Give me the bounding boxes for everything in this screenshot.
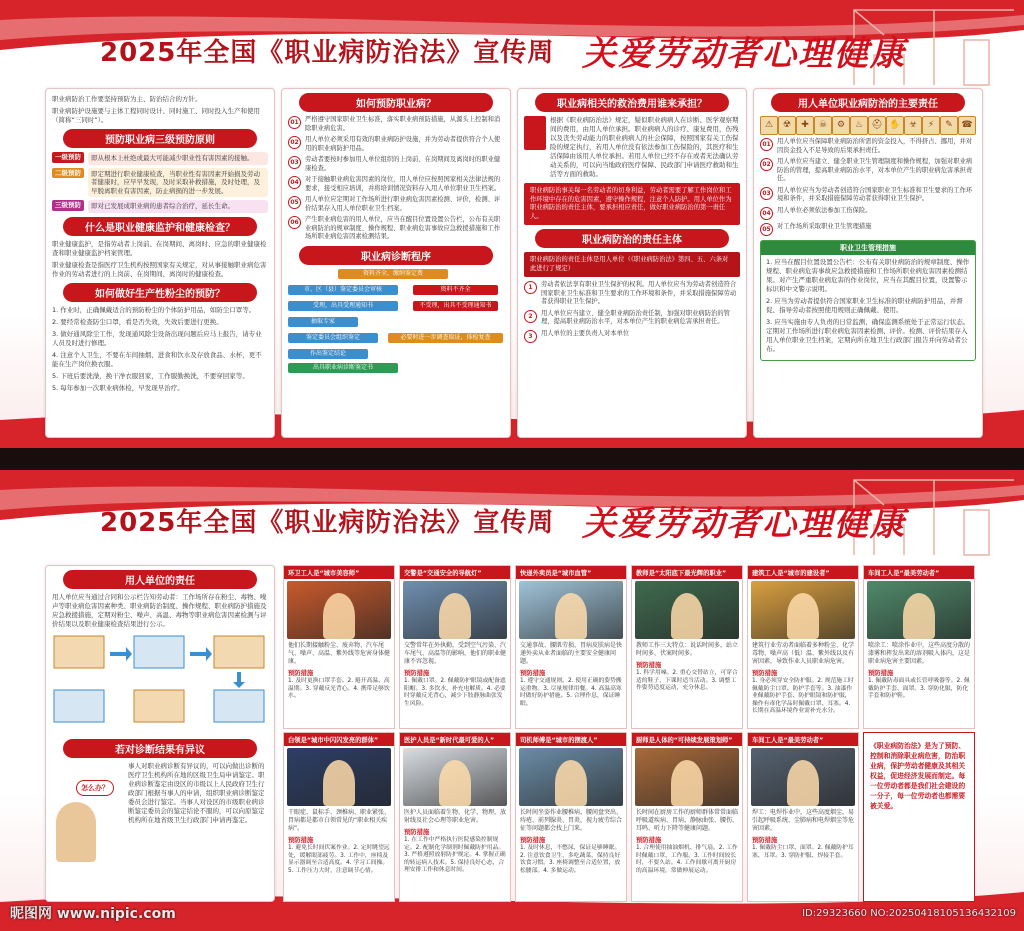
occupation-card bbox=[631, 565, 743, 729]
card-illustration bbox=[287, 748, 391, 806]
responsible-party-note: 职业病防治的责任主体是用人单位（《职业病防治法》第四、五、六条对此进行了规定） bbox=[524, 252, 740, 277]
dust-item: 4. 注意个人卫生，不要在车间抽烟、进食和饮水及存放食品、水杯，更不能在生产岗位换衣服。 bbox=[52, 350, 262, 368]
card-description: 焊工：电焊作业中，这些高度烟尘，易引起呼吸系统、尘肺病和电焊烟尘等危害因素。 bbox=[752, 809, 855, 832]
section-title-three-level: 预防职业病三级预防原则 bbox=[63, 129, 257, 148]
item-number: 2 bbox=[524, 310, 537, 323]
mgmt-item: 3. 应当实施由专人负责的日常监测，确保监测系统处于正常运行状态。定期对工作场所进行职业病危害因素检测、评价。检测、评价结果存入用人单位职业卫生档案，定期向所在地卫生行政部门报告并向劳动者公布。 bbox=[766, 317, 970, 353]
grade-item bbox=[52, 152, 268, 165]
worker-figure bbox=[555, 760, 587, 806]
worker-figure bbox=[439, 760, 471, 806]
page-title-2: 2025年全国《职业病防治法》宣传周 bbox=[100, 508, 555, 538]
health-check-p1: 职业健康监护，是指劳动者上岗前、在岗期间、离岗时、应急的职业健康检查和职业健康监护档案管理。 bbox=[52, 239, 267, 257]
dust-prevention-list bbox=[46, 306, 274, 393]
card-measures: 1. 在工作中严格执行医院感染控制规定。2. 配制化学制剂时佩戴防护用品。3. 严格遵照放射防护规定。4. 掌握正确的转运病人技术。5. 保持良好心态，合理安排工作和休息时间。 bbox=[404, 837, 506, 874]
duty-text: 用人单位应当建立、健全职业卫生管理制度和操作规程，加强对职业病防治的管理，提高职业病防治水平，对本单位产生的职业病危害承担责任。 bbox=[777, 158, 973, 182]
panel-employer-responsibility bbox=[45, 565, 275, 902]
law-book-icon bbox=[524, 116, 546, 150]
prevention-item bbox=[288, 156, 504, 173]
card-measures: 1. 佩戴口罩。2. 佩戴防护眼镜或配备遮阳帽。3. 多饮水，补充电解质。4. 必要时穿戴反光背心，减少下肢静脉曲张发生风险。 bbox=[404, 678, 506, 707]
page-title: 2025年全国《职业病防治法》宣传周 bbox=[100, 38, 555, 68]
watermark-id: ID:29323660 NO:20250418105136432109 bbox=[802, 908, 1016, 919]
flow-step-investigate: 必要时进一步调查取证，体检复查 bbox=[388, 333, 503, 343]
card-measures-heading: 预防措施 bbox=[752, 837, 778, 844]
card-measures-heading: 预防措施 bbox=[636, 662, 662, 669]
card-illustration bbox=[403, 581, 507, 639]
law-note-text: 《职业病防治法》是为了预防、控制和消除职业病危害，防治职业病，保护劳动者健康及其相关权益，促进经济发展而制定。每一位劳动者都是我们社会建设的一分子，每一位劳动者也都需要被关爱。 bbox=[870, 742, 966, 810]
occupation-card bbox=[863, 565, 975, 729]
responsibility-text: 用人单位的主要负责人对本单位 bbox=[541, 329, 630, 337]
card-title: 车间工人是“最美劳动者” bbox=[864, 566, 974, 579]
occupation-card bbox=[399, 732, 511, 902]
card-title: 司机师傅是“城市的摆渡人” bbox=[516, 733, 626, 746]
section-title-employer-resp: 用人单位的责任 bbox=[63, 570, 257, 589]
panel-treatment-costs bbox=[517, 88, 747, 438]
costs-text: 根据《职业病防治法》规定，疑似职业病病人在诊断、医学观察期间的费用，由用人单位承担。职业病病人的诊疗、康复费用，伤残以及丧失劳动能力的职业病病人的社会保障，按照国家有关工伤保险的规定执行，若用人单位没有依法参加工伤保险的，其医疗和生活保障由该用人单位承担。若用人单位已经不存在或者无法确认劳动关系的，可以向当地政府医疗保障、民政部门申请医疗救助和生活等方面的救助。 bbox=[550, 116, 739, 178]
safety-sign-icon: ⚡ bbox=[922, 116, 940, 135]
card-title: 白领是“城市中闪闪发亮的群体” bbox=[284, 733, 394, 746]
law-book-block bbox=[524, 116, 740, 179]
dust-item: 2. 要经常检查防尘口罩，看是否失效，失效后要进行更换。 bbox=[52, 317, 223, 326]
safety-sign-icon: ♨ bbox=[850, 116, 868, 135]
card-description: 干眼症、鼠标手、颈椎病、职业紧张、胃病都是都市白领常见的“职业相关疾病”。 bbox=[288, 809, 391, 832]
grade-label: 一级预防 bbox=[52, 152, 84, 163]
prevention-text: 用人单位必须采用有效的职业病防护设施，并为劳动者提供符合个人使用的职业病防护用品。 bbox=[305, 136, 501, 152]
watermark-site: 昵图网 www.nipic.com bbox=[10, 906, 176, 922]
duty-text: 对工作场所采取职业卫生管理措施 bbox=[777, 222, 872, 230]
card-description: 医护人员面临着生物、化学、物理、放射线及社会心理等职业危害。 bbox=[404, 809, 507, 824]
worker-figure bbox=[323, 760, 355, 806]
prevention-item bbox=[288, 196, 504, 213]
occupation-card bbox=[747, 732, 859, 902]
poster-board-bottom bbox=[0, 470, 1024, 931]
mgmt-list bbox=[761, 255, 975, 360]
item-number: 01 bbox=[760, 138, 773, 151]
card-illustration bbox=[519, 748, 623, 806]
card-title: 医护人员是“新时代最可爱的人” bbox=[400, 733, 510, 746]
card-measures-heading: 预防措施 bbox=[404, 670, 430, 677]
card-description: 教师工作三大特点：说话时间多，站立时间多，伏案时间多。 bbox=[636, 642, 739, 657]
card-measures-heading: 预防措施 bbox=[404, 829, 430, 836]
responsibility-item bbox=[524, 330, 740, 343]
health-check-text bbox=[46, 240, 274, 279]
safety-sign-icon: ✎ bbox=[940, 116, 958, 135]
occupation-card bbox=[283, 565, 395, 729]
grade-text: 即对已发展成职业病的患者综合治疗，延长生命。 bbox=[88, 200, 268, 213]
occupation-card bbox=[399, 565, 511, 729]
duty-text: 用人单位应当为劳动者创造符合国家职业卫生标准和卫生要求的工作环境和条件，并采取措施保障劳动者获得职业卫生保护。 bbox=[777, 186, 973, 202]
intro-line-1: 职业病防治工作要坚持预防为主、防治结合的方针。 bbox=[52, 95, 202, 103]
mgmt-item: 2. 应当为劳动者提供符合国家职业卫生标准的职业病防护用品，并督促、指导劳动者按照使用规则正确佩戴、使用。 bbox=[766, 296, 963, 314]
responsibility-note: 职业病防治事关每一名劳动者的切身利益，劳动者需要了解工作岗位和工作环境中存在的危害因素，遵守操作规程，注意个人防护。用人单位作为职业病防治的责任主体，要承担相应责任，做好职业病防治的第一责任人。 bbox=[524, 183, 740, 225]
grade-item bbox=[52, 200, 268, 213]
safety-sign-icon: ☣ bbox=[904, 116, 922, 135]
occupation-card bbox=[631, 732, 743, 902]
card-description: 长时间在厨房工作的厨师群体常常面临呼吸道疾病、胃病、静脉曲张、腰伤、耳鸣、听力下降等健康问题。 bbox=[636, 809, 739, 832]
card-measures-heading: 预防措施 bbox=[520, 837, 546, 844]
flow-step-incomplete: 资料不齐全 bbox=[413, 285, 498, 295]
prevention-item bbox=[288, 136, 504, 153]
card-illustration bbox=[519, 581, 623, 639]
dust-item: 1. 作业时，正确佩戴适合的预防粉尘的个体防护用品，如防尘口罩等。 bbox=[52, 305, 256, 314]
duty-item bbox=[760, 207, 976, 220]
duty-list bbox=[754, 138, 982, 236]
prevention-text: 产生职业病危害的用人单位，应当在醒目位置设置公告栏，公布有关职业病防治的规章制度、操作规程、职业病危害事故应急救援措施和工作场所职业病危害因素检测结果。 bbox=[305, 216, 501, 240]
card-measures-heading: 预防措施 bbox=[752, 670, 778, 677]
card-illustration bbox=[867, 581, 971, 639]
card-measures: 1. 及时休息，不憋尿，保证足够睡眠。2. 注意饮食卫生，多吃蔬菜，保持良好饮食习惯。3. 座椅调整至合适位置，放松腰部。4. 多做运动。 bbox=[520, 845, 621, 874]
poster-board-top bbox=[0, 0, 1024, 448]
flow-step-complete: 资料齐全，缴纳鉴定费 bbox=[338, 269, 448, 279]
section-title-health-check: 什么是职业健康监护和健康检查？ bbox=[63, 217, 257, 236]
item-number: 1 bbox=[524, 281, 537, 294]
responsibility-item bbox=[524, 281, 740, 307]
card-measures: 1. 佩戴防尘口罩、面罩。2. 佩戴防护耳塞、耳罩。3. 穿防护服、焊接手套。 bbox=[752, 845, 854, 859]
item-number: 02 bbox=[288, 136, 301, 149]
flow-step-committee: 鉴定委员会组织鉴定 bbox=[288, 333, 378, 343]
duty-item bbox=[760, 138, 976, 155]
prevention-item bbox=[288, 176, 504, 193]
worker-figure bbox=[787, 593, 819, 639]
duty-text: 用人单位必须依法参加工伤保险。 bbox=[777, 206, 872, 214]
item-number: 03 bbox=[288, 156, 301, 169]
card-title: 环卫工人是“城市美容师” bbox=[284, 566, 394, 579]
item-number: 01 bbox=[288, 116, 301, 129]
grade-label: 二级预防 bbox=[52, 168, 84, 179]
card-title: 快递外卖员是“城市血管” bbox=[516, 566, 626, 579]
safety-sign-icon: ✋ bbox=[886, 116, 904, 135]
section-title-costs: 职业病相关的救治费用谁来承担？ bbox=[535, 93, 729, 112]
dispute-text: 事人对职业病诊断有异议的，可以向做出诊断的医疗卫生机构所在地的区级卫生局申请鉴定。职业病诊断鉴定由设区的市级以上人民政府卫生行政部门根据当事人的申请，组织职业病诊断鉴定委员会进行鉴定。当事人对设区的市级职业病诊断鉴定委员会的鉴定结论不服的，可以向原鉴定机构所在地省级卫生行政部门申请再鉴定。 bbox=[128, 762, 265, 824]
flow-step-experts: 抽取专家 bbox=[288, 317, 358, 327]
occupation-card bbox=[747, 565, 859, 729]
section-title-diagnosis-flow: 职业病诊断程序 bbox=[299, 246, 493, 265]
mgmt-title: 职业卫生管理措施 bbox=[761, 241, 975, 255]
card-illustration bbox=[403, 748, 507, 806]
card-description: 交通事故、腰肌劳损、胃病皮肤病是快递外卖从业者面临的主要安全健康问题。 bbox=[520, 642, 623, 665]
card-illustration bbox=[751, 581, 855, 639]
grade-list bbox=[46, 152, 274, 213]
card-measures: 1. 佩戴防毒面具或长管呼吸器等。2. 佩戴防护手套、面罩。3. 穿防化服，防化手套和防护鞋。 bbox=[868, 678, 970, 700]
card-measures: 1. 身必须穿安全防护服。2. 规范施工时佩戴防尘口罩、防护手套等。3. 油漆作业佩戴防护手套、防护眼镜和防护服，操作有毒化学品时佩戴口罩、耳塞。4. 长期在高温环境作业需补充水分。 bbox=[752, 678, 854, 715]
responsibility-text: 用人单位应当建立、健全职业病防治责任制，加强对职业病防治的管理，提高职业病防治水平，对本单位产生的职业病危害承担责任。 bbox=[541, 309, 730, 325]
prevention-text: 对于接触职业病危害因素的岗位，用人单位应按照国家相关法律法规的要求，接受相应培训，并将培训情况资料存入用人单位职业卫生档案。 bbox=[305, 176, 501, 192]
card-title: 厨师是人体的“可持续发展策划师” bbox=[632, 733, 742, 746]
card-illustration bbox=[287, 581, 391, 639]
item-number: 05 bbox=[288, 196, 301, 209]
dispute-illustration bbox=[46, 762, 128, 882]
item-number: 06 bbox=[288, 216, 301, 229]
worker-figure bbox=[903, 593, 935, 639]
speech-bubble: 怎么办？ bbox=[76, 780, 114, 796]
duty-item bbox=[760, 187, 976, 204]
board-header-2 bbox=[0, 492, 1024, 544]
slogan: 关爱劳动者心理健康 bbox=[582, 34, 906, 74]
dispute-block bbox=[46, 762, 274, 882]
section-title-how-prevent: 如何预防职业病？ bbox=[299, 93, 493, 112]
worker-figure bbox=[671, 593, 703, 639]
occupation-card bbox=[515, 565, 627, 729]
card-measures-heading: 预防措施 bbox=[868, 670, 894, 677]
card-description: 长时间坐姿作业腰椎病、腰间盘突出、痔疮、前列腺炎、胃炎，视力疲劳综合征等问题都会找上门来。 bbox=[520, 809, 623, 832]
employer-resp-text: 用人单位应当通过合同和公示栏告知劳动者：工作场所存在粉尘、毒物、噪声等职业病危害因素种类、职业病防治制度、操作规程、职业病防护措施及应急救援措施，定期对粉尘、噪声、高温、毒物等职业病危害因素检测与评价结果以及职业健康检查结果进行公示。 bbox=[52, 593, 267, 628]
item-number: 3 bbox=[524, 330, 537, 343]
card-description: 喷涂工：喷涂作业中，这些高度分散的漆雾和挥发出来的溶剂吸入体内，这是职业病危害主要因素。 bbox=[868, 642, 971, 665]
flow-step-certificate: 出具职业病诊断鉴定书 bbox=[288, 363, 398, 373]
card-illustration bbox=[635, 748, 739, 806]
intro-text bbox=[46, 95, 274, 125]
flow-step-reject: 不受理，出具不受理通知书 bbox=[413, 301, 498, 311]
dust-item: 5. 下班后要洗澡，换干净衣服回家，工作服勤换洗，不要穿回家等。 bbox=[52, 371, 249, 380]
card-measures: 1. 遵守交通规则。2. 使用正确的姿势搬运重物。3. 尽量规律用餐。4. 高温高寒时做好防护措施。5. 合理作息，保证睡眠。 bbox=[520, 678, 622, 707]
flow-step-accept: 受理，出具受理通知书 bbox=[288, 301, 398, 311]
prevention-text: 严格遵守国家职业卫生标准，落实职业病预防措施，从源头上控制和消除职业病危害。 bbox=[305, 116, 501, 132]
worker-figure bbox=[555, 593, 587, 639]
responsibility-item bbox=[524, 310, 740, 327]
item-number: 04 bbox=[760, 207, 773, 220]
responsibility-list bbox=[518, 281, 746, 343]
worker-figure bbox=[56, 802, 96, 862]
safety-icon-row bbox=[760, 116, 976, 135]
intro-line-2: 职业病防护设施要与主体工程同时设计、同时施工、同时投入生产和使用（简称“三同时”）。 bbox=[52, 107, 260, 124]
item-number: 04 bbox=[288, 176, 301, 189]
panel-employer-duties bbox=[753, 88, 983, 438]
duty-item bbox=[760, 158, 976, 184]
safety-sign-icon: ⚙ bbox=[832, 116, 850, 135]
flow-step-conclusion: 作出鉴定结论 bbox=[288, 349, 368, 359]
safety-sign-icon: ⚠ bbox=[760, 116, 778, 135]
worker-figure bbox=[323, 593, 355, 639]
dust-item: 3. 做好通风除尘工作，发现通风除尘设备出现问题后应马上报告，请专业人员及时进行修理。 bbox=[52, 329, 262, 347]
board-header bbox=[0, 22, 1024, 74]
section-title-responsible-party: 职业病防治的责任主体 bbox=[535, 229, 729, 248]
panel-prevention-principles bbox=[45, 88, 275, 438]
item-number: 03 bbox=[760, 187, 773, 200]
mgmt-item: 1. 应当在醒目位置设置公告栏：公布有关职业病防治的规章制度、操作规程、职业病危害事故应急救援措施和工作场所职业病危害因素检测结果。对产生严重职业病危害的作业岗位，应当在其醒目位置，设置警示标识和中文警示说明。 bbox=[766, 257, 970, 293]
card-measures: 1. 科学用嗓。2. 重心交替站立，可穿合适的鞋子，下课时适当活动。3. 调整工作姿势适度运动，充分休息。 bbox=[636, 670, 738, 692]
card-description: 交警常年在外执勤，受到空气污染、汽车尾气、高温等的影响，他们的职业健康不容忽视。 bbox=[404, 642, 507, 665]
prevention-list bbox=[282, 116, 510, 242]
responsibility-text: 劳动者依法享有职业卫生保护的权利。用人单位应当为劳动者创造符合国家职业卫生标准和卫生要求的工作环境和条件，并采取措施保障劳动者获得职业卫生保护。 bbox=[541, 281, 737, 305]
grade-label: 三级预防 bbox=[52, 200, 84, 211]
card-title: 车间工人是“最美劳动者” bbox=[748, 733, 858, 746]
prevention-text: 用人单位应定期对工作场所进行职业病危害因素检测、评价，检测、评价结果存入用人单位职业卫生档案。 bbox=[305, 196, 501, 212]
grade-text: 即从根本上杜绝或最大可能减少职业性有害因素的接触。 bbox=[88, 152, 268, 165]
card-measures-heading: 预防措施 bbox=[520, 670, 546, 677]
card-title: 教师是“太阳底下最光辉的职业” bbox=[632, 566, 742, 579]
slogan-2: 关爱劳动者心理健康 bbox=[582, 504, 906, 544]
prevention-item bbox=[288, 116, 504, 133]
card-measures: 1. 合理使用抽油烟机、排气扇。2. 工作时佩戴口罩、工作服。3. 工作时间较长时，不要久站。4. 工作间歇可离开厨房的高温环境，常做伸展运动。 bbox=[636, 845, 738, 874]
section-title-dust: 如何做好生产性粉尘的预防？ bbox=[63, 283, 257, 302]
card-title: 建筑工人是“城市的建设者” bbox=[748, 566, 858, 579]
mgmt-box bbox=[760, 240, 976, 361]
worker-figure bbox=[439, 593, 471, 639]
card-measures: 1. 及时更换口罩手套。2. 避开高温、高温期。3. 穿戴反光背心。4. 携带足够饮水。 bbox=[288, 678, 390, 700]
card-description: 建筑行业劳动者面临着多种粉尘、化学毒物、噪声高（低）温、紫外线以及有害因素，导致作业人员职业病危害。 bbox=[752, 642, 855, 665]
safety-sign-icon: ☎ bbox=[958, 116, 976, 135]
prevention-item bbox=[288, 216, 504, 242]
worker-figure bbox=[787, 760, 819, 806]
dust-item: 5. 每年参加一次职业病体检，早发现早治疗。 bbox=[52, 383, 184, 392]
grade-item bbox=[52, 168, 268, 198]
card-illustration bbox=[751, 748, 855, 806]
item-number: 02 bbox=[760, 158, 773, 171]
safety-sign-icon: ✚ bbox=[796, 116, 814, 135]
flow-step-review: 市、区（县）鉴定委员会审核 bbox=[288, 285, 398, 295]
safety-sign-icon: ⛑ bbox=[868, 116, 886, 135]
occupation-card bbox=[283, 732, 395, 902]
prevention-text: 劳动者要按时参加用人单位组织的上岗前、在岗期间及离岗时的职业健康检查。 bbox=[305, 156, 501, 172]
card-title: 交警是“交通安全的导航灯” bbox=[400, 566, 510, 579]
law-note-card bbox=[863, 732, 975, 902]
worker-figure bbox=[671, 760, 703, 806]
card-measures: 1. 避免长时间伏案作业。2. 定时眺望远处，缓解眼部疲劳。3. 工作中，座椅及显示器调至合适高度。4. 学习工间操。5. 工作压力大时，注意调节心情。 bbox=[288, 845, 390, 874]
card-measures-heading: 预防措施 bbox=[288, 837, 314, 844]
card-description: 他们长期接触粉尘、废弃物、汽车尾气、噪声、高温、紫外线等危害身体健康。 bbox=[288, 642, 391, 665]
item-number: 05 bbox=[760, 223, 773, 236]
card-measures-heading: 预防措施 bbox=[288, 670, 314, 677]
panel-how-to-prevent bbox=[281, 88, 511, 438]
card-measures-heading: 预防措施 bbox=[636, 837, 662, 844]
workflow-illustration bbox=[52, 632, 268, 728]
duty-text: 用人单位应当保障职业病防治所需的资金投入，不得挤占、挪用，并对因资金投入不足导致的后果承担责任。 bbox=[777, 138, 973, 154]
occupation-card bbox=[515, 732, 627, 902]
safety-sign-icon: ☢ bbox=[778, 116, 796, 135]
safety-sign-icon: ☠ bbox=[814, 116, 832, 135]
grade-text: 即定期进行职业健康检查，当职业性有害因素开始损及劳动者健康时，应早早发现，及时采取补救措施，及时处理，及早脱离职业有害因素，防止病损的进一步发展。 bbox=[88, 168, 268, 198]
duty-item bbox=[760, 223, 976, 236]
section-title-employer-duties: 用人单位职业病防治的主要责任 bbox=[771, 93, 965, 112]
diagnosis-flowchart bbox=[288, 269, 504, 374]
section-title-dispute: 若对诊断结果有异议 bbox=[63, 739, 257, 758]
card-illustration bbox=[635, 581, 739, 639]
health-check-p2: 职业健康检查是指医疗卫生机构按照国家有关规定，对从事接触职业病危害作业的劳动者进行的上岗前、在岗期间、离岗时的健康检查。 bbox=[52, 260, 267, 278]
